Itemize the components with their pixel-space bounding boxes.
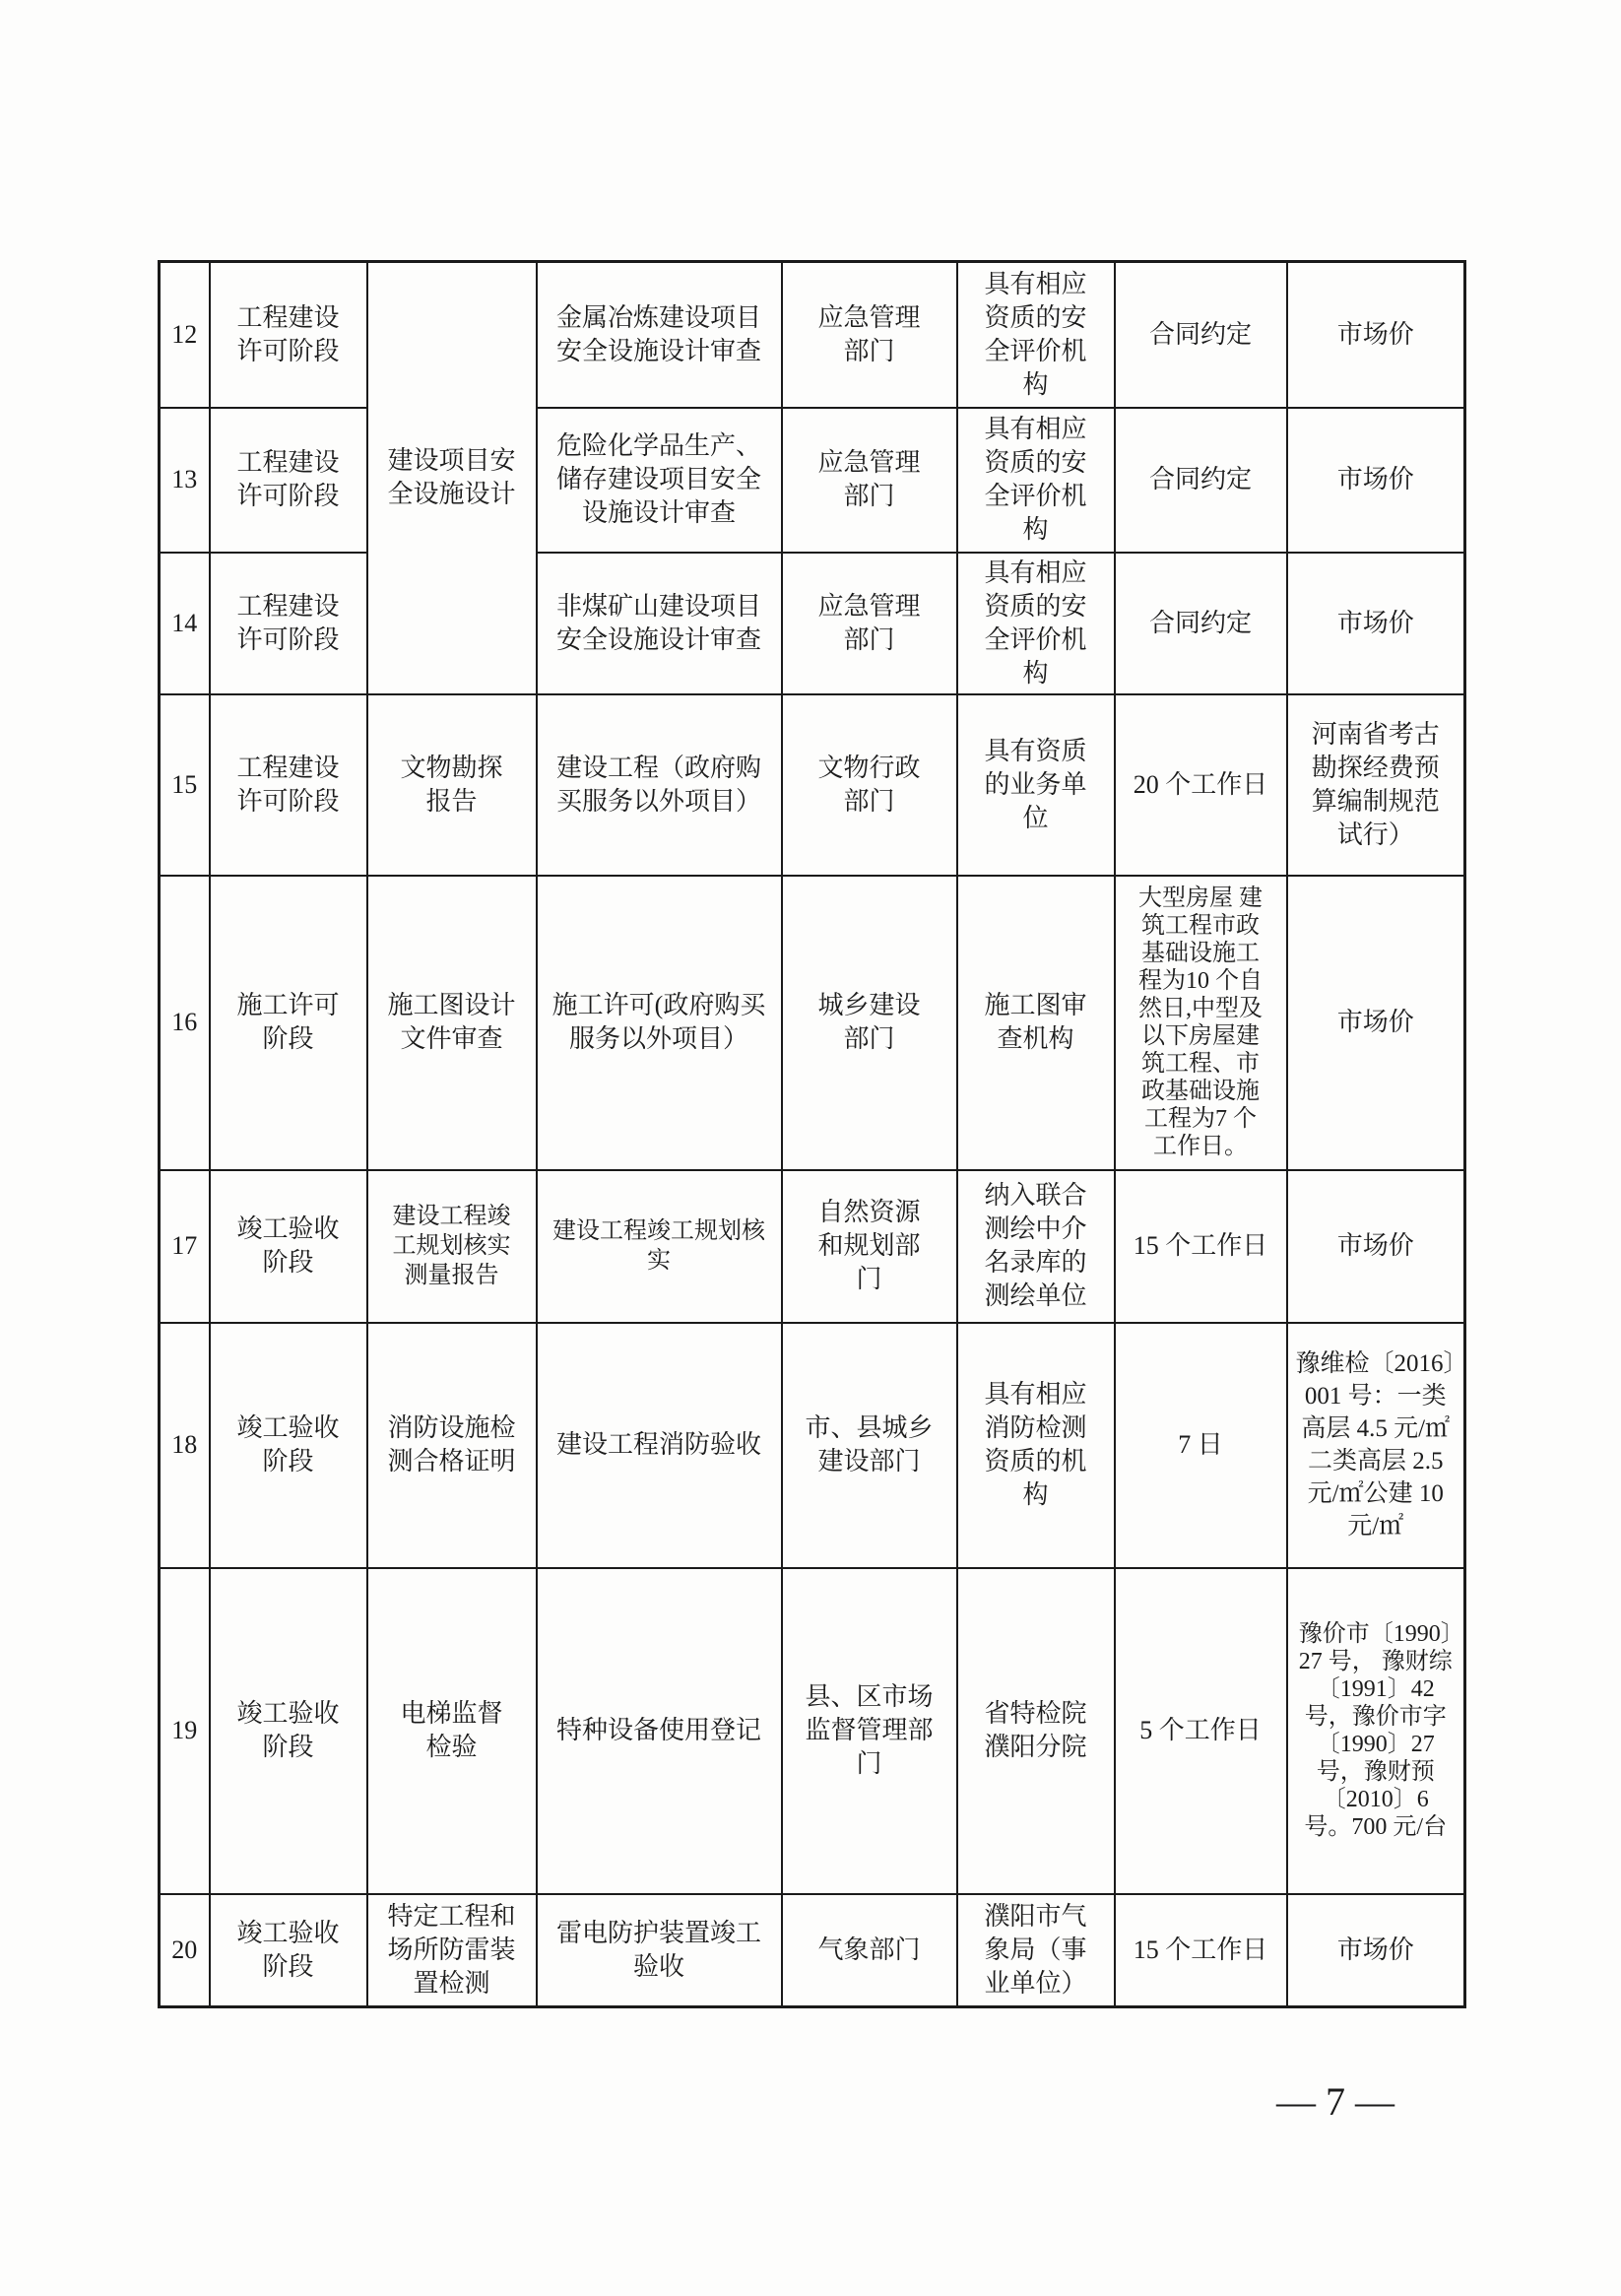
serial-number-cell	[160, 1323, 210, 1568]
fee-standard-cell	[1287, 262, 1465, 408]
department-text: 应急管理部门	[817, 591, 921, 654]
department-cell	[782, 1894, 957, 2007]
table-row	[160, 1894, 1465, 2007]
approval-matter-cell	[537, 1894, 782, 2007]
serial-number: 12	[171, 319, 198, 349]
fee-standard-cell	[1287, 694, 1465, 876]
time-limit-cell	[1115, 553, 1287, 694]
time-limit-text: 5 个工作日	[1139, 1716, 1262, 1744]
service-agency-cell	[957, 1170, 1115, 1323]
department-text: 应急管理部门	[817, 448, 921, 510]
fee-standard-cell	[1287, 1894, 1465, 2007]
stage-cell	[210, 694, 367, 876]
serial-number: 13	[171, 465, 198, 493]
serial-number-cell	[160, 694, 210, 876]
department-text: 城乡建设部门	[817, 991, 921, 1053]
service-item-text: 建设工程竣工规划核实测量报告	[392, 1204, 511, 1288]
department-cell	[782, 694, 957, 876]
department-text: 县、区市场监督管理部门	[805, 1682, 934, 1778]
time-limit-text: 合同约定	[1148, 608, 1252, 637]
service-agency-text: 濮阳市气象局（事业单位）	[984, 1901, 1087, 1998]
approval-matter-cell	[537, 876, 782, 1170]
serial-number-cell	[160, 1894, 210, 2007]
approval-matter-cell	[537, 553, 782, 694]
stage-cell	[210, 1894, 367, 2007]
table-row	[160, 1568, 1465, 1894]
time-limit-cell	[1115, 262, 1287, 408]
time-limit-cell	[1115, 408, 1287, 553]
serial-number: 16	[171, 1008, 198, 1036]
fee-standard-text: 豫维检〔2016〕001 号：一类高层 4.5 元/㎡二类高层 2.5 元/㎡公建 10 元/㎡	[1295, 1350, 1456, 1540]
approval-matter-cell	[537, 1170, 782, 1323]
stage-text: 竣工验收阶段	[236, 1214, 340, 1277]
stage-text: 竣工验收阶段	[236, 1413, 340, 1476]
table-row	[160, 408, 1465, 553]
stage-text: 施工许可阶段	[236, 991, 340, 1053]
service-item-text: 消防设施检测合格证明	[387, 1413, 516, 1476]
department-cell	[782, 553, 957, 694]
serial-number: 15	[171, 769, 198, 799]
table-row	[160, 262, 1465, 408]
service-table	[158, 260, 1466, 2008]
approval-matter-cell	[537, 1568, 782, 1894]
time-limit-cell	[1115, 1323, 1287, 1568]
stage-text: 工程建设许可阶段	[236, 448, 340, 510]
service-agency-text: 施工图审查机构	[984, 991, 1087, 1053]
fee-standard-text: 市场价	[1336, 465, 1414, 493]
approval-matter-text: 施工许可(政府购买服务以外项目）	[551, 991, 766, 1053]
time-limit-text: 合同约定	[1148, 465, 1252, 493]
fee-standard-cell	[1287, 553, 1465, 694]
service-agency-text: 省特检院濮阳分院	[984, 1699, 1087, 1761]
service-agency-text: 具有相应资质的安全评价机构	[984, 269, 1087, 399]
service-item-cell	[367, 1323, 537, 1568]
stage-cell	[210, 1323, 367, 1568]
department-text: 气象部门	[817, 1935, 921, 1964]
stage-cell	[210, 876, 367, 1170]
table-row	[160, 1323, 1465, 1568]
service-agency-text: 具有资质的业务单位	[984, 736, 1087, 832]
stage-text: 竣工验收阶段	[236, 1918, 340, 1981]
department-cell	[782, 1170, 957, 1323]
service-agency-cell	[957, 876, 1115, 1170]
department-cell	[782, 408, 957, 553]
fee-standard-text: 市场价	[1336, 319, 1414, 349]
table-row	[160, 694, 1465, 876]
stage-text: 工程建设许可阶段	[236, 753, 340, 816]
fee-standard-cell	[1287, 408, 1465, 553]
fee-standard-cell	[1287, 1170, 1465, 1323]
approval-matter-text: 危险化学品生产、储存建设项目安全设施设计审查	[555, 431, 761, 527]
time-limit-text: 20 个工作日	[1133, 769, 1268, 799]
service-agency-cell	[957, 408, 1115, 553]
stage-cell	[210, 408, 367, 553]
fee-standard-text: 市场价	[1336, 1231, 1414, 1260]
service-item-cell	[367, 1170, 537, 1323]
approval-matter-cell	[537, 262, 782, 408]
table-row	[160, 876, 1465, 1170]
service-agency-cell	[957, 1323, 1115, 1568]
stage-cell	[210, 553, 367, 694]
approval-matter-text: 非煤矿山建设项目安全设施设计审查	[555, 591, 761, 654]
service-item-text: 施工图设计文件审查	[387, 991, 516, 1053]
department-text: 市、县城乡建设部门	[805, 1413, 934, 1476]
serial-number: 19	[171, 1716, 198, 1744]
department-text: 应急管理部门	[817, 302, 921, 365]
department-text: 文物行政部门	[817, 753, 921, 816]
table-row	[160, 553, 1465, 694]
service-item-text: 文物勘探报告	[400, 753, 503, 816]
stage-text: 工程建设许可阶段	[236, 302, 340, 365]
fee-standard-text: 豫价市〔1990〕27 号， 豫财综 〔1991〕42 号，豫价市字〔1990〕27 号，豫财预〔2010〕6 号。700 元/台	[1298, 1621, 1453, 1840]
service-agency-cell	[957, 1894, 1115, 2007]
fee-standard-text: 市场价	[1336, 1008, 1414, 1036]
service-agency-text: 具有相应消防检测资质的机构	[984, 1380, 1087, 1509]
serial-number-cell	[160, 553, 210, 694]
department-cell	[782, 262, 957, 408]
serial-number-cell	[160, 1568, 210, 1894]
department-cell	[782, 1568, 957, 1894]
service-agency-text: 纳入联合测绘中介名录库的测绘单位	[984, 1181, 1087, 1310]
fee-standard-cell	[1287, 1568, 1465, 1894]
serial-number-cell	[160, 262, 210, 408]
time-limit-text: 合同约定	[1148, 319, 1252, 349]
time-limit-text: 15 个工作日	[1133, 1935, 1268, 1964]
stage-text: 工程建设许可阶段	[236, 591, 340, 654]
service-item-cell	[367, 694, 537, 876]
service-item-cell	[367, 876, 537, 1170]
approval-matter-cell	[537, 408, 782, 553]
service-agency-cell	[957, 262, 1115, 408]
approval-matter-cell	[537, 694, 782, 876]
approval-matter-text: 建设工程竣工规划核实	[552, 1218, 765, 1274]
fee-standard-text: 市场价	[1336, 608, 1414, 637]
time-limit-text: 大型房屋 建筑工程市政基础设施工程为10 个自然日,中型及以下房屋建筑工程、市政基础设施工程为7 个工作日。	[1138, 886, 1263, 1159]
fee-standard-cell	[1287, 1323, 1465, 1568]
time-limit-cell	[1115, 1568, 1287, 1894]
department-cell	[782, 876, 957, 1170]
approval-matter-text: 建设工程消防验收	[555, 1430, 761, 1459]
service-item-text: 特定工程和场所防雷装置检测	[387, 1901, 516, 1998]
service-agency-text: 具有相应资质的安全评价机构	[984, 558, 1087, 688]
time-limit-text: 15 个工作日	[1133, 1231, 1268, 1260]
department-text: 自然资源和规划部门	[817, 1198, 921, 1293]
time-limit-cell	[1115, 876, 1287, 1170]
fee-standard-cell	[1287, 876, 1465, 1170]
stage-text: 竣工验收阶段	[236, 1699, 340, 1761]
service-agency-cell	[957, 694, 1115, 876]
approval-matter-cell	[537, 1323, 782, 1568]
service-item-cell	[367, 1568, 537, 1894]
stage-cell	[210, 262, 367, 408]
serial-number-cell	[160, 876, 210, 1170]
service-item-text: 电梯监督检验	[400, 1699, 503, 1761]
stage-cell	[210, 1568, 367, 1894]
service-item-cell	[367, 1894, 537, 2007]
approval-matter-text: 特种设备使用登记	[555, 1716, 761, 1744]
time-limit-cell	[1115, 1894, 1287, 2007]
serial-number-cell	[160, 1170, 210, 1323]
department-cell	[782, 1323, 957, 1568]
serial-number: 18	[171, 1430, 198, 1459]
serial-number: 20	[171, 1935, 198, 1964]
service-agency-cell	[957, 553, 1115, 694]
serial-number: 14	[171, 608, 198, 637]
serial-number-cell	[160, 408, 210, 553]
page-number: — 7 —	[1276, 2079, 1394, 2124]
time-limit-text: 7 日	[1178, 1430, 1223, 1459]
service-item-cell	[367, 262, 537, 694]
table-row	[160, 1170, 1465, 1323]
approval-matter-text: 金属冶炼建设项目安全设施设计审查	[555, 302, 761, 365]
time-limit-cell	[1115, 694, 1287, 876]
serial-number: 17	[171, 1231, 198, 1260]
time-limit-cell	[1115, 1170, 1287, 1323]
fee-standard-text: 市场价	[1336, 1935, 1414, 1964]
approval-matter-text: 建设工程（政府购买服务以外项目）	[555, 753, 761, 816]
approval-matter-text: 雷电防护装置竣工验收	[555, 1918, 761, 1981]
stage-cell	[210, 1170, 367, 1323]
fee-standard-text: 河南省考古勘探经费预算编制规范试行）	[1311, 719, 1440, 849]
service-agency-cell	[957, 1568, 1115, 1894]
service-item-text: 建设项目安全设施设计	[387, 446, 516, 509]
service-agency-text: 具有相应资质的安全评价机构	[984, 415, 1087, 544]
